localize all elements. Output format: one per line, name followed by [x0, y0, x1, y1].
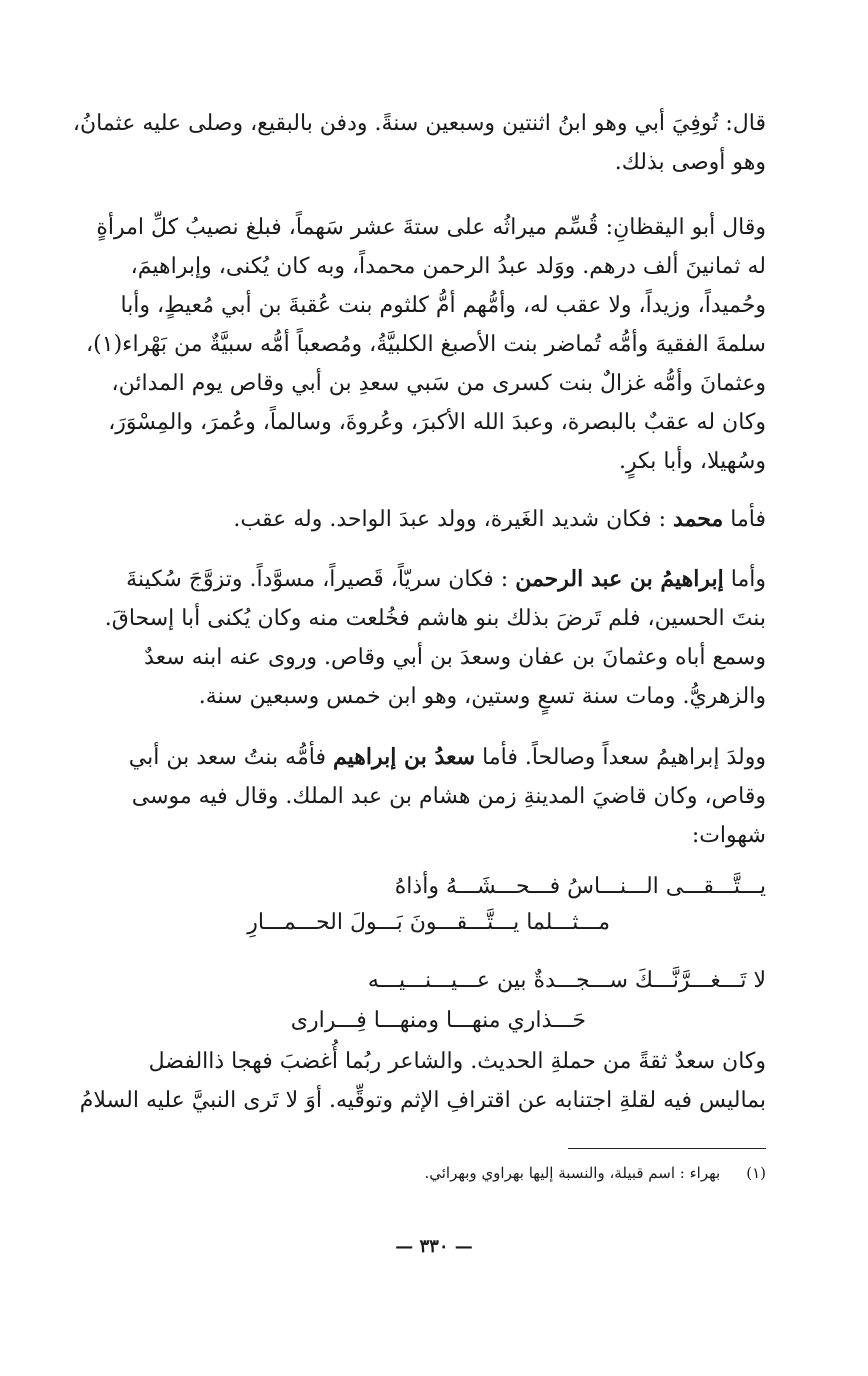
text-line: وحُميداً، وزيداً، ولا عقب له، وأمُّهم أمُّ كلثوم بنت عُقبةَ بن أبي مُعيطٍ، وأبا — [120, 293, 766, 318]
text-run: فأمُّه بنتُ سعد بن أبي — [128, 745, 326, 770]
text-line: بماليس فيه لقلةِ اجتنابه عن اقترافِ الإثم وتوقِّيه. أوَ لا تَرى النبيَّ عليه السلامُ — [79, 1088, 766, 1113]
lead-word: فأما — [730, 507, 766, 532]
text-line — [100, 560, 766, 599]
paragraph-3 — [100, 500, 766, 539]
text-line: والزهريُّ. ومات سنة تسعٍ وستين، وهو ابن خمس وسبعين سنة. — [198, 684, 766, 709]
text-line: وعثمانَ وأمُّه غزالٌ بنت كسرى من سَبي سعدِ بن أبي وقاص يوم المدائن، — [111, 371, 766, 396]
text-line: وسمع أباه وعثمانَ بن عفان وسعدَ بن أبي وقاص. وروى عنه ابنه سعدٌ — [144, 645, 766, 670]
text-line: شهوات: — [691, 823, 766, 848]
person-name: سعدُ بن إبراهيم — [332, 744, 476, 770]
text-line: وهو أوصى بذلك. — [614, 150, 766, 175]
verse-line-2: مـــثـــلما يـــتَّـــقـــونَ بَـــولَ الحـــمـــارِ — [247, 910, 610, 935]
text-line: بنتَ الحسين، فلم تَرضَ بذلك بنو هاشم فخُلعت منه وكان يُكنى أبا إسحاقَ. — [104, 606, 766, 631]
paragraph-1 — [72, 104, 766, 182]
person-name: إبراهيمُ بن عبد الرحمن — [515, 566, 724, 592]
paragraph-6 — [79, 1042, 766, 1120]
paragraph-2 — [86, 208, 766, 481]
text-line: وسُهيلا، وأبا بكرٍ. — [618, 449, 766, 474]
paragraph-4 — [100, 560, 766, 716]
verse-line-4: حَـــذاري منهـــا ومنهـــا فِـــرارى — [290, 1008, 586, 1033]
text-run: وولدَ إبراهيمُ سعداً وصالحاً. فأما — [482, 745, 766, 770]
text-line — [100, 500, 766, 539]
text-line: وكان سعدٌ ثقةً من حملةِ الحديث. والشاعر ربُما أُغضبَ فهجا ذاالفضل — [148, 1049, 766, 1074]
text-line: قال: تُوفِيَ أبي وهو ابنُ اثنتين وسبعين سنةً. ودفن بالبقيع، وصلى عليه عثمانُ، — [72, 111, 766, 136]
footnote-text: بهراء : اسم قبيلة، والنسبة إليها بهراوي وبهرائي. — [424, 1164, 721, 1182]
lead-word: وأما — [730, 567, 766, 592]
verse-line-1: يـــتَّـــقـــى الـــنـــاسُ فـــحـــشَـــهُ وأذاهُ — [394, 874, 766, 899]
text-line — [100, 738, 766, 777]
verse-line-3: لا تَـــغـــرَّنَّـــكَ ســـجـــدةٌ بين عـــيـــنـــيـــه — [367, 968, 766, 993]
text-line: وقال أبو اليقظانِ: قُسِّم ميراثُه على ستةَ عشر سَهماً، فبلغ نصيبُ كلِّ امرأةٍ — [96, 215, 766, 240]
footnote — [424, 1162, 766, 1184]
text-line: سلمةَ الفقيهَ وأمُّه تُماضر بنت الأصبغ الكلبيَّةُ، ومُصعباً أمُّه سبيَّةٌ من بَهْراء(١)، — [86, 332, 766, 357]
page-number: — ٣٣٠ — — [395, 1236, 473, 1257]
footnote-number: (١) — [746, 1164, 766, 1182]
text-line: له ثمانينَ ألف درهم. ووَلد عبدُ الرحمن محمداً، وبه كان يُكنى، وإبراهيمَ، — [130, 254, 766, 279]
footnote-divider — [568, 1148, 766, 1149]
person-name: محمد — [673, 506, 724, 532]
text-line: وقاص، وكان قاضيَ المدينةِ زمن هشام بن عبد الملك. وقال فيه موسى — [131, 784, 766, 809]
text-line: وكان له عقبٌ بالبصرة، وعبدَ الله الأكبرَ، وعُروةَ، وسالماً، وعُمرَ، والمِسْوَرَ، — [108, 410, 766, 435]
text-run: : فكان شديد الغَيرة، وولد عبدَ الواحد. وله عقب. — [233, 507, 667, 532]
text-run: : فكان سريّاً، قَصيراً، مسوَّداً. وتزوَّجَ سُكينةَ — [126, 567, 509, 592]
paragraph-5 — [100, 738, 766, 855]
